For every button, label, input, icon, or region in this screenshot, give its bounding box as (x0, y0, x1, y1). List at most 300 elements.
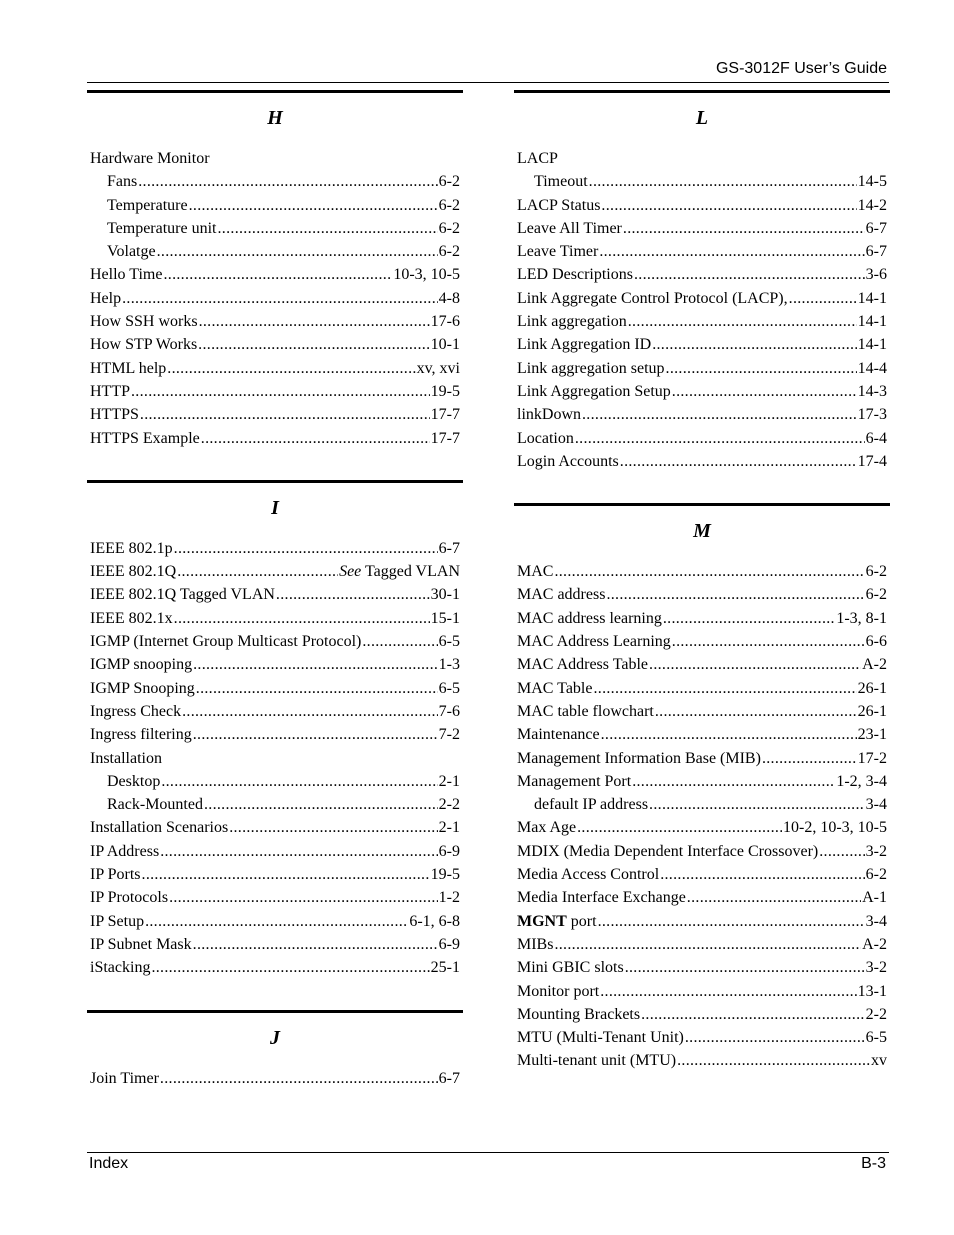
entry-term: IP Address (90, 842, 160, 860)
entry-term: IP Ports (90, 866, 141, 884)
index-subentry (87, 240, 463, 263)
see-reference: See (339, 563, 362, 581)
index-entry (87, 310, 463, 333)
section-spacer (514, 473, 890, 503)
entry-page-ref: 2-1 (438, 772, 460, 790)
entry-page-ref: 2-2 (438, 796, 460, 814)
entry-term: Temperature (107, 196, 188, 214)
entry-page-ref: 26-1 (857, 679, 887, 697)
leader-dots (201, 427, 430, 450)
leader-dots (174, 607, 430, 630)
leader-dots (174, 537, 438, 560)
index-entry (514, 194, 890, 217)
entry-page-ref: 17-6 (430, 313, 460, 331)
entry-term: Login Accounts (517, 452, 619, 470)
section-spacer (87, 980, 463, 1010)
leader-dots (632, 770, 835, 793)
index-entry (514, 287, 890, 310)
section-rule (87, 90, 463, 93)
leader-dots (193, 653, 438, 676)
entry-page-ref: 14-1 (857, 313, 887, 331)
entry-page-ref: 17-7 (430, 429, 460, 447)
index-entry (87, 653, 463, 676)
entry-term: IEEE 802.1p (90, 539, 173, 557)
leader-dots (598, 910, 865, 933)
entry-term: IEEE 802.1Q (90, 563, 177, 581)
leader-dots (582, 403, 857, 426)
entry-page-ref: 25-1 (430, 959, 460, 977)
entry-term: MAC address learning (517, 609, 662, 627)
entry-term: IP Subnet Mask (90, 935, 192, 953)
entry-page-ref: 7-6 (438, 702, 460, 720)
entry-page-ref: 3-6 (865, 266, 887, 284)
index-entry (514, 427, 890, 450)
entry-page-ref: 3-2 (865, 842, 887, 860)
leader-dots (145, 910, 408, 933)
entry-page-ref: 10-2, 10-3, 10-5 (783, 819, 887, 837)
entry-term-rest: port (570, 912, 597, 930)
entry-page-ref: 2-2 (865, 1005, 887, 1023)
leader-dots (649, 793, 865, 816)
entry-page-ref: 19-5 (430, 866, 460, 884)
index-entry (514, 700, 890, 723)
leader-dots (142, 863, 430, 886)
entry-page-ref: 15-1 (430, 609, 460, 627)
leader-dots (193, 723, 438, 746)
entry-page-ref: 6-5 (438, 633, 460, 651)
entry-page-ref: xv (871, 1052, 887, 1070)
leader-dots (600, 980, 856, 1003)
index-entry (514, 607, 890, 630)
entry-term: IGMP (Internet Group Multicast Protocol) (90, 633, 362, 651)
entry-page-ref: 4-8 (438, 289, 460, 307)
index-entry (514, 333, 890, 356)
index-entry (87, 630, 463, 653)
entry-term (517, 910, 597, 933)
entry-term: LACP (517, 150, 558, 167)
section-rule (514, 90, 890, 93)
entry-term: Monitor port (517, 982, 600, 1000)
entry-page-ref: 6-1, 6-8 (409, 912, 460, 930)
entry-list (87, 147, 463, 450)
entry-term: MDIX (Media Dependent Interface Crossover) (517, 842, 819, 860)
entry-term: MAC table flowchart (517, 702, 654, 720)
entry-term: IEEE 802.1x (90, 609, 173, 627)
leader-dots (160, 840, 437, 863)
entry-page-ref: 6-2 (438, 173, 460, 191)
index-column-left (87, 90, 463, 1090)
entry-page-ref: 30-1 (430, 586, 460, 604)
entry-page-ref: A-2 (862, 656, 887, 674)
index-entry (87, 677, 463, 700)
entry-page-ref: 6-6 (865, 633, 887, 651)
entry-page-ref: 1-2, 3-4 (836, 772, 887, 790)
leader-dots (362, 630, 437, 653)
entry-term-bold: MGNT (517, 912, 567, 930)
entry-term: Ingress filtering (90, 726, 192, 744)
entry-page-ref: 14-1 (857, 289, 887, 307)
index-entry (514, 357, 890, 380)
entry-term: MAC address (517, 586, 606, 604)
index-section-m (514, 503, 890, 1073)
entry-term: Management Information Base (MIB) (517, 749, 761, 767)
index-entry (514, 630, 890, 653)
leader-dots (554, 933, 861, 956)
leader-dots (628, 310, 857, 333)
leader-dots (161, 770, 437, 793)
index-entry (514, 653, 890, 676)
entry-term: MAC Address Table (517, 656, 649, 674)
leader-dots (167, 357, 415, 380)
section-spacer (87, 450, 463, 480)
entry-page-ref: A-1 (862, 889, 887, 907)
entry-term: Leave Timer (517, 243, 599, 261)
leader-dots (672, 380, 857, 403)
footer-section-label: Index (89, 1155, 129, 1172)
leader-dots (169, 886, 438, 909)
leader-dots (196, 677, 438, 700)
index-entry (514, 1026, 890, 1049)
entry-term: Media Interface Exchange (517, 889, 686, 907)
entry-page-ref: 17-3 (857, 406, 887, 424)
entry-term: How SSH works (90, 313, 198, 331)
leader-dots (182, 700, 438, 723)
index-entry (87, 357, 463, 380)
entry-term: HTTPS Example (90, 429, 200, 447)
entry-page-ref: 14-5 (857, 173, 887, 191)
entry-page-ref: 6-7 (865, 243, 887, 261)
index-column-right (514, 90, 890, 1073)
leader-dots (666, 357, 857, 380)
entry-term: Leave All Timer (517, 219, 622, 237)
entry-page-ref: 2-1 (438, 819, 460, 837)
index-entry (87, 1067, 463, 1090)
index-entry (514, 770, 890, 793)
entry-term: Link Aggregate Control Protocol (LACP), (517, 289, 788, 307)
entry-page-ref: 10-1 (430, 336, 460, 354)
entry-page-ref: 6-5 (438, 679, 460, 697)
index-entry (87, 560, 463, 583)
entry-page-ref: 6-7 (438, 539, 460, 557)
entry-page-ref: 6-2 (438, 219, 460, 237)
entry-term: Installation (90, 749, 162, 767)
section-rule (87, 480, 463, 483)
leader-dots (138, 170, 437, 193)
entry-term: HTTPS (90, 406, 139, 424)
leader-dots (577, 816, 782, 839)
entry-term: Hardware Monitor (90, 150, 210, 167)
index-entry (87, 537, 463, 560)
entry-term: LED Descriptions (517, 266, 633, 284)
index-entry (514, 910, 890, 933)
index-entry (87, 583, 463, 606)
entry-page-ref: 14-4 (857, 359, 887, 377)
index-subentry (514, 170, 890, 193)
index-entry (514, 263, 890, 286)
entry-term: Ingress Check (90, 702, 182, 720)
leader-dots (218, 217, 438, 240)
entry-term: Rack-Mounted (107, 796, 203, 814)
entry-page-ref: 14-3 (857, 382, 887, 400)
entry-page-ref: 3-4 (865, 912, 887, 930)
entry-page-ref: 13-1 (857, 982, 887, 1000)
leader-dots (601, 723, 857, 746)
entry-term: Desktop (107, 772, 161, 790)
entry-page-ref: 6-2 (865, 866, 887, 884)
entry-term: MTU (Multi-Tenant Unit) (517, 1029, 684, 1047)
entry-page-ref: 6-9 (438, 935, 460, 953)
leader-dots (819, 840, 864, 863)
leader-dots (160, 1067, 438, 1090)
leader-dots (599, 240, 864, 263)
index-entry (514, 863, 890, 886)
entry-page-ref: 6-2 (865, 586, 887, 604)
leader-dots (163, 263, 392, 286)
entry-page-ref: 6-9 (438, 842, 460, 860)
entry-page-ref: 26-1 (857, 702, 887, 720)
leader-dots (685, 1026, 865, 1049)
entry-term: MAC Address Learning (517, 633, 671, 651)
leader-dots (204, 793, 438, 816)
index-entry (87, 886, 463, 909)
index-entry (514, 147, 890, 170)
entry-term: Link aggregation setup (517, 359, 665, 377)
index-subentry (87, 770, 463, 793)
index-section-l (514, 90, 890, 473)
leader-dots (193, 933, 438, 956)
entry-term: Management Port (517, 772, 632, 790)
leader-dots (554, 560, 864, 583)
index-entry (514, 933, 890, 956)
entry-page-ref: 6-4 (865, 429, 887, 447)
entry-term: Link Aggregation ID (517, 336, 652, 354)
leader-dots (677, 1049, 870, 1072)
footer-rule (87, 1152, 889, 1153)
leader-dots (198, 333, 430, 356)
entry-term: HTML help (90, 359, 167, 377)
leader-dots (177, 560, 338, 583)
entry-page-ref: 1-2 (438, 889, 460, 907)
index-section-h (87, 90, 463, 450)
index-entry (87, 287, 463, 310)
leader-dots (641, 1003, 865, 1026)
index-subentry (87, 194, 463, 217)
index-entry (87, 840, 463, 863)
leader-dots (151, 956, 429, 979)
entry-term: Link aggregation (517, 313, 627, 331)
index-entry (87, 956, 463, 979)
header-title: GS-3012F User’s Guide (715, 60, 887, 77)
entry-page-ref: 3-2 (865, 959, 887, 977)
entry-page-ref: 23-1 (857, 726, 887, 744)
index-entry (514, 980, 890, 1003)
section-letter: M (693, 520, 711, 543)
entry-page-ref: 6-7 (438, 1069, 460, 1087)
entry-term: Hello Time (90, 266, 163, 284)
entry-page-ref: 6-2 (438, 243, 460, 261)
leader-dots (687, 886, 861, 909)
entry-term: IP Protocols (90, 889, 169, 907)
entry-page-ref: xv, xvi (416, 359, 460, 377)
leader-dots (589, 170, 857, 193)
index-entry (514, 723, 890, 746)
entry-term: How STP Works (90, 336, 198, 354)
entry-page-ref: 14-1 (857, 336, 887, 354)
leader-dots (762, 747, 857, 770)
entry-term: Fans (107, 173, 138, 191)
leader-dots (575, 427, 865, 450)
entry-term: Timeout (534, 173, 588, 191)
index-entry (514, 217, 890, 240)
index-entry (514, 1049, 890, 1072)
entry-page-ref: 14-2 (857, 196, 887, 214)
index-entry (514, 583, 890, 606)
index-entry (87, 147, 463, 170)
leader-dots (623, 217, 865, 240)
entry-term: MAC (517, 563, 554, 581)
section-rule (87, 1010, 463, 1013)
entry-term: Temperature unit (107, 219, 217, 237)
leader-dots (122, 287, 438, 310)
section-letter: H (267, 107, 283, 129)
entry-list (87, 1067, 463, 1090)
entry-page-ref: A-2 (862, 935, 887, 953)
leader-dots (276, 583, 430, 606)
index-subentry (514, 793, 890, 816)
index-entry (514, 956, 890, 979)
index-subentry (87, 170, 463, 193)
leader-dots (660, 863, 864, 886)
entry-term: Installation Scenarios (90, 819, 229, 837)
leader-dots (606, 583, 864, 606)
index-entry (514, 840, 890, 863)
entry-term: IP Setup (90, 912, 145, 930)
index-entry (87, 427, 463, 450)
index-entry (87, 747, 463, 770)
index-entry (87, 263, 463, 286)
index-entry (514, 240, 890, 263)
footer-page-number: B-3 (861, 1155, 886, 1172)
entry-term: Media Access Control (517, 866, 660, 884)
leader-dots (229, 816, 437, 839)
index-entry (514, 403, 890, 426)
index-entry (87, 403, 463, 426)
see-target: Tagged VLAN (364, 563, 460, 581)
index-entry (87, 910, 463, 933)
entry-term: Help (90, 289, 122, 307)
entry-term: iStacking (90, 959, 151, 977)
index-entry (514, 816, 890, 839)
section-letter: I (271, 496, 279, 519)
leader-dots (672, 630, 865, 653)
entry-page-ref: 10-3, 10-5 (393, 266, 460, 284)
entry-term: Max Age (517, 819, 577, 837)
leader-dots (189, 194, 438, 217)
leader-dots (601, 194, 856, 217)
leader-dots (620, 450, 857, 473)
entry-term: IGMP Snooping (90, 679, 195, 697)
index-entry (87, 723, 463, 746)
section-letter: J (270, 1026, 280, 1049)
index-entry (87, 863, 463, 886)
entry-term: Mini GBIC slots (517, 959, 624, 977)
leader-dots (634, 263, 865, 286)
entry-page-ref: 6-7 (865, 219, 887, 237)
index-entry (87, 607, 463, 630)
leader-dots (625, 956, 865, 979)
entry-page-ref: 19-5 (430, 382, 460, 400)
entry-term: Volatge (107, 243, 156, 261)
entry-term: MAC Table (517, 679, 593, 697)
index-entry (87, 380, 463, 403)
entry-term: Location (517, 429, 574, 447)
index-entry (514, 747, 890, 770)
leader-dots (593, 677, 856, 700)
entry-page-ref: 1-3 (438, 656, 460, 674)
leader-dots (649, 653, 861, 676)
entry-page-ref: 6-2 (438, 196, 460, 214)
index-entry (514, 886, 890, 909)
index-section-i (87, 480, 463, 980)
leader-dots (140, 403, 430, 426)
entry-term: linkDown (517, 406, 581, 424)
index-entry (87, 333, 463, 356)
index-section-j (87, 1010, 463, 1090)
leader-dots (789, 287, 857, 310)
entry-term: HTTP (90, 382, 130, 400)
index-entry (514, 677, 890, 700)
entry-term: Multi-tenant unit (MTU) (517, 1052, 677, 1070)
entry-term: Link Aggregation Setup (517, 382, 671, 400)
entry-list (87, 537, 463, 980)
leader-dots (199, 310, 430, 333)
index-entry (514, 310, 890, 333)
index-entry (87, 933, 463, 956)
index-entry (514, 380, 890, 403)
entry-page-ref (339, 560, 460, 583)
leader-dots (131, 380, 430, 403)
entry-term: LACP Status (517, 196, 601, 214)
entry-page-ref: 17-7 (430, 406, 460, 424)
entry-page-ref: 6-2 (865, 563, 887, 581)
index-entry (87, 700, 463, 723)
index-entry (514, 450, 890, 473)
entry-page-ref: 1-3, 8-1 (836, 609, 887, 627)
entry-page-ref: 6-5 (865, 1029, 887, 1047)
entry-term: Mounting Brackets (517, 1005, 641, 1023)
entry-term: IGMP snooping (90, 656, 193, 674)
entry-page-ref: 7-2 (438, 726, 460, 744)
leader-dots (652, 333, 856, 356)
index-subentry (87, 217, 463, 240)
entry-term: IEEE 802.1Q Tagged VLAN (90, 586, 275, 604)
leader-dots (655, 700, 857, 723)
header-rule (87, 82, 889, 83)
entry-page-ref: 17-4 (857, 452, 887, 470)
entry-term: Maintenance (517, 726, 600, 744)
leader-dots (663, 607, 835, 630)
section-rule (514, 503, 890, 506)
entry-term: Join Timer (90, 1069, 159, 1087)
index-entry (514, 560, 890, 583)
entry-list (514, 147, 890, 473)
leader-dots (157, 240, 438, 263)
entry-page-ref: 3-4 (865, 796, 887, 814)
entry-page-ref: 17-2 (857, 749, 887, 767)
index-subentry (87, 793, 463, 816)
index-entry (87, 816, 463, 839)
entry-term: MIBs (517, 935, 554, 953)
